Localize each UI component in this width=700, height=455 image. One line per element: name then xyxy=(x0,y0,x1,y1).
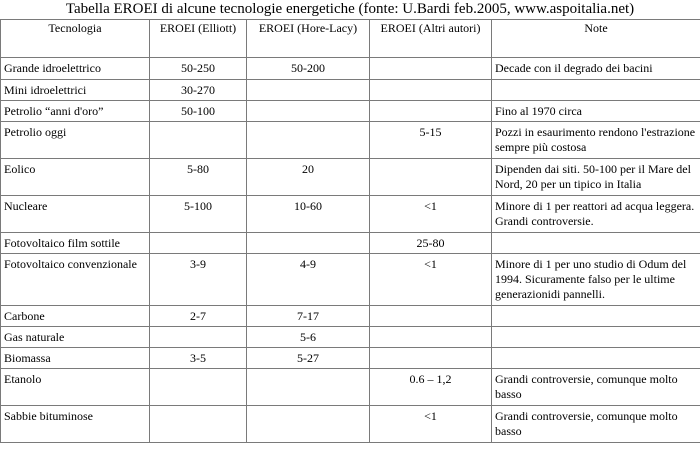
cell-note: Grandi controversie, comunque molto basso xyxy=(492,406,700,443)
cell-altri: 5-15 xyxy=(370,122,492,159)
cell-elliott: 50-250 xyxy=(150,58,247,80)
cell-altri xyxy=(370,159,492,196)
cell-note xyxy=(492,306,700,327)
cell-tecnologia: Eolico xyxy=(1,159,150,196)
cell-hore-lacy: 7-17 xyxy=(247,306,370,327)
cell-hore-lacy xyxy=(247,233,370,254)
table-row xyxy=(1,233,700,254)
cell-note: Minore di 1 per reattori ad acqua leggera. Grandi controversie. xyxy=(492,196,700,233)
cell-altri: <1 xyxy=(370,196,492,233)
cell-altri xyxy=(370,306,492,327)
table-row xyxy=(1,327,700,348)
table-row xyxy=(1,58,700,80)
cell-elliott: 5-80 xyxy=(150,159,247,196)
header-eroei-elliott: EROEI (Elliott) xyxy=(150,20,247,58)
cell-hore-lacy: 5-27 xyxy=(247,348,370,369)
cell-tecnologia: Petrolio oggi xyxy=(1,122,150,159)
table-row xyxy=(1,80,700,101)
cell-tecnologia: Fotovoltaico film sottile xyxy=(1,233,150,254)
cell-elliott: 30-270 xyxy=(150,80,247,101)
table-row xyxy=(1,159,700,196)
cell-tecnologia: Etanolo xyxy=(1,369,150,406)
cell-elliott xyxy=(150,406,247,443)
cell-tecnologia: Grande idroelettrico xyxy=(1,58,150,80)
cell-note: Dipenden dai siti. 50-100 per il Mare del Nord, 20 per un tipico in Italia xyxy=(492,159,700,196)
header-tecnologia: Tecnologia xyxy=(1,20,150,58)
header-eroei-altri: EROEI (Altri autori) xyxy=(370,20,492,58)
cell-elliott: 50-100 xyxy=(150,101,247,122)
cell-tecnologia: Petrolio “anni d'oro” xyxy=(1,101,150,122)
cell-elliott: 3-9 xyxy=(150,254,247,306)
cell-hore-lacy xyxy=(247,80,370,101)
cell-tecnologia: Biomassa xyxy=(1,348,150,369)
table-row xyxy=(1,122,700,159)
cell-note: Decade con il degrado dei bacini xyxy=(492,58,700,80)
cell-altri xyxy=(370,101,492,122)
cell-hore-lacy xyxy=(247,406,370,443)
cell-note xyxy=(492,233,700,254)
table-caption: Tabella EROEI di alcune tecnologie energetiche (fonte: U.Bardi feb.2005, www.aspoitalia.net) xyxy=(65,1,635,17)
header-note: Note xyxy=(492,20,700,58)
cell-note: Grandi controversie, comunque molto basso xyxy=(492,369,700,406)
cell-hore-lacy xyxy=(247,122,370,159)
cell-tecnologia: Gas naturale xyxy=(1,327,150,348)
header-eroei-hore-lacy: EROEI (Hore-Lacy) xyxy=(247,20,370,58)
cell-tecnologia: Nucleare xyxy=(1,196,150,233)
cell-tecnologia: Fotovoltaico convenzionale xyxy=(1,254,150,306)
table-row xyxy=(1,254,700,306)
cell-elliott xyxy=(150,233,247,254)
cell-hore-lacy: 4-9 xyxy=(247,254,370,306)
cell-hore-lacy: 20 xyxy=(247,159,370,196)
cell-tecnologia: Mini idroelettrici xyxy=(1,80,150,101)
cell-altri: 0.6 – 1,2 xyxy=(370,369,492,406)
cell-elliott: 2-7 xyxy=(150,306,247,327)
header-row xyxy=(1,20,700,58)
cell-elliott: 3-5 xyxy=(150,348,247,369)
cell-note xyxy=(492,327,700,348)
cell-altri xyxy=(370,80,492,101)
cell-altri xyxy=(370,327,492,348)
eroei-table xyxy=(0,19,700,443)
table-row xyxy=(1,306,700,327)
cell-note: Minore di 1 per uno studio di Odum del 1994. Sicuramente falso per le ultime generazionidi pannelli. xyxy=(492,254,700,306)
cell-hore-lacy: 50-200 xyxy=(247,58,370,80)
cell-altri: 25-80 xyxy=(370,233,492,254)
table-row xyxy=(1,196,700,233)
cell-tecnologia: Sabbie bituminose xyxy=(1,406,150,443)
cell-altri xyxy=(370,348,492,369)
table-row xyxy=(1,406,700,443)
cell-note xyxy=(492,80,700,101)
cell-note xyxy=(492,348,700,369)
cell-altri: <1 xyxy=(370,254,492,306)
cell-note: Pozzi in esaurimento rendono l'estrazione sempre più costosa xyxy=(492,122,700,159)
cell-elliott xyxy=(150,369,247,406)
table-row xyxy=(1,369,700,406)
cell-elliott xyxy=(150,122,247,159)
cell-hore-lacy: 5-6 xyxy=(247,327,370,348)
cell-hore-lacy xyxy=(247,101,370,122)
table-row xyxy=(1,101,700,122)
cell-tecnologia: Carbone xyxy=(1,306,150,327)
cell-elliott xyxy=(150,327,247,348)
cell-elliott: 5-100 xyxy=(150,196,247,233)
cell-note: Fino al 1970 circa xyxy=(492,101,700,122)
cell-altri xyxy=(370,58,492,80)
cell-hore-lacy: 10-60 xyxy=(247,196,370,233)
cell-hore-lacy xyxy=(247,369,370,406)
cell-altri: <1 xyxy=(370,406,492,443)
table-row xyxy=(1,348,700,369)
